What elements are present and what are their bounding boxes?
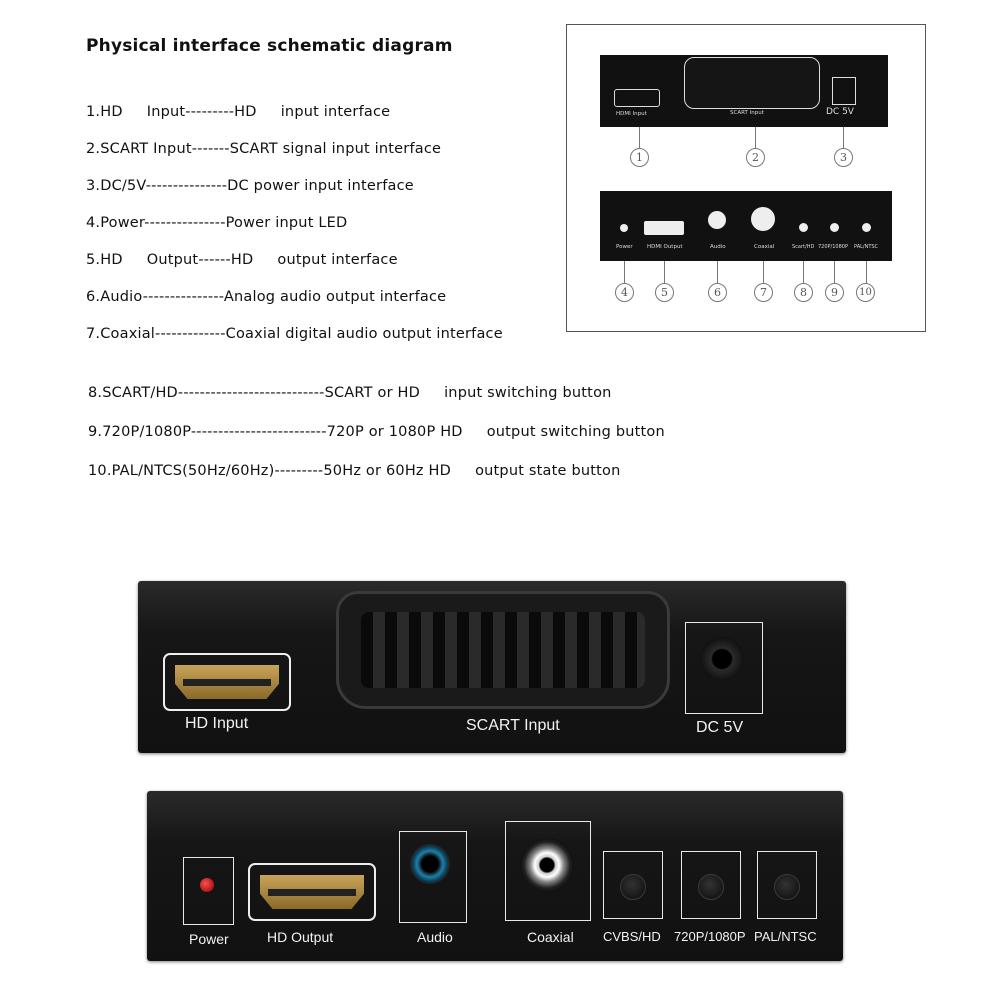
hd-input-label: HD Input [185, 715, 249, 732]
legend-item-3: 3.DC/5V---------------DC power input interface [86, 178, 414, 194]
schematic-audio-label: Audio [710, 244, 726, 250]
audio-label: Audio [417, 929, 453, 945]
legend-item-4: 4.Power---------------Power input LED [86, 215, 348, 231]
schematic-scart-input-label: SCART Input [730, 110, 764, 116]
schematic-number-2: 2 [746, 148, 765, 167]
schematic-number-10: 10 [856, 283, 875, 302]
hd-output-label: HD Output [267, 929, 334, 945]
res-button-box [681, 851, 741, 919]
schematic-tick-5 [664, 261, 665, 285]
schematic-tick-9 [834, 261, 835, 285]
schematic-number-1: 1 [630, 148, 649, 167]
legend-item-2: 2.SCART Input-------SCART signal input interface [86, 141, 442, 157]
schematic-coaxial-jack [751, 207, 775, 231]
schematic-tick-6 [717, 261, 718, 285]
legend-item-10: 10.PAL/NTCS(50Hz/60Hz)---------50Hz or 60Hz HD output state button [88, 463, 621, 479]
cvbs-hd-label: CVBS/HD [603, 929, 661, 944]
power-led-box [183, 857, 234, 925]
schematic-coaxial-label: Coaxial [754, 244, 775, 250]
page-title: Physical interface schematic diagram [86, 36, 453, 56]
schematic-tick-4 [624, 261, 625, 285]
schematic-hdmi-output-label: HDMI Output [647, 244, 683, 250]
legend-item-5: 5.HD Output------HD output interface [86, 252, 398, 268]
schematic-audio-jack [708, 211, 726, 229]
schematic-tick-2 [755, 127, 756, 149]
res-button[interactable] [698, 874, 724, 900]
schematic-power-led [620, 224, 628, 232]
schematic-scart-hd-label: Scart/HD [792, 244, 815, 250]
schematic-scart-hd-button [799, 223, 808, 232]
schematic-hdmi-input [614, 89, 660, 107]
schematic-tick-10 [866, 261, 867, 285]
cvbs-hd-button[interactable] [620, 874, 646, 900]
pal-ntsc-label: PAL/NTSC [754, 929, 817, 944]
schematic-pal-button [862, 223, 871, 232]
audio-jack-box [399, 831, 467, 923]
schematic-number-9: 9 [825, 283, 844, 302]
device-front-panel [147, 791, 843, 961]
schematic-scart-input [684, 57, 820, 109]
schematic-dc-input [832, 77, 856, 105]
scart-input-label: SCART Input [466, 717, 560, 734]
dc-label: DC 5V [696, 719, 744, 736]
schematic-dc-label: DC 5V [826, 107, 854, 117]
schematic-bottom-plate [600, 191, 892, 261]
hd-output-port [248, 863, 376, 921]
schematic-number-5: 5 [655, 283, 674, 302]
schematic-tick-7 [763, 261, 764, 285]
legend-item-1: 1.HD Input---------HD input interface [86, 104, 391, 120]
power-led [200, 878, 214, 892]
schematic-number-8: 8 [794, 283, 813, 302]
hd-input-port [163, 653, 291, 711]
legend-item-9: 9.720P/1080P-------------------------720P or 1080P HD output switching button [88, 424, 665, 440]
schematic-res-label: 720P/1080P [818, 244, 848, 250]
audio-jack [410, 844, 450, 884]
dc-jack [700, 637, 744, 681]
device-back-panel [138, 581, 846, 753]
schematic-panel [566, 24, 926, 332]
schematic-power-label: Power [616, 244, 633, 250]
schematic-tick-8 [803, 261, 804, 285]
schematic-number-4: 4 [615, 283, 634, 302]
schematic-tick-3 [843, 127, 844, 149]
cvbs-hd-button-box [603, 851, 663, 919]
legend-item-8: 8.SCART/HD---------------------------SCART or HD input switching button [88, 385, 612, 401]
schematic-number-6: 6 [708, 283, 727, 302]
scart-input-port [336, 591, 670, 709]
legend-item-7: 7.Coaxial-------------Coaxial digital audio output interface [86, 326, 503, 342]
schematic-hdmi-input-label: HDMI Input [616, 111, 647, 117]
pal-ntsc-button-box [757, 851, 817, 919]
schematic-hdmi-output [644, 221, 684, 235]
power-label: Power [189, 931, 229, 947]
res-label: 720P/1080P [674, 929, 746, 944]
schematic-tick-1 [639, 127, 640, 149]
legend-item-6: 6.Audio---------------Analog audio output interface [86, 289, 447, 305]
coaxial-label: Coaxial [527, 929, 574, 945]
schematic-res-button [830, 223, 839, 232]
coaxial-jack-box [505, 821, 591, 921]
schematic-number-3: 3 [834, 148, 853, 167]
schematic-number-7: 7 [754, 283, 773, 302]
pal-ntsc-button[interactable] [774, 874, 800, 900]
coaxial-jack [520, 838, 574, 892]
schematic-top-plate [600, 55, 888, 127]
schematic-pal-label: PAL/NTSC [854, 244, 879, 250]
dc-input-box [685, 622, 763, 714]
